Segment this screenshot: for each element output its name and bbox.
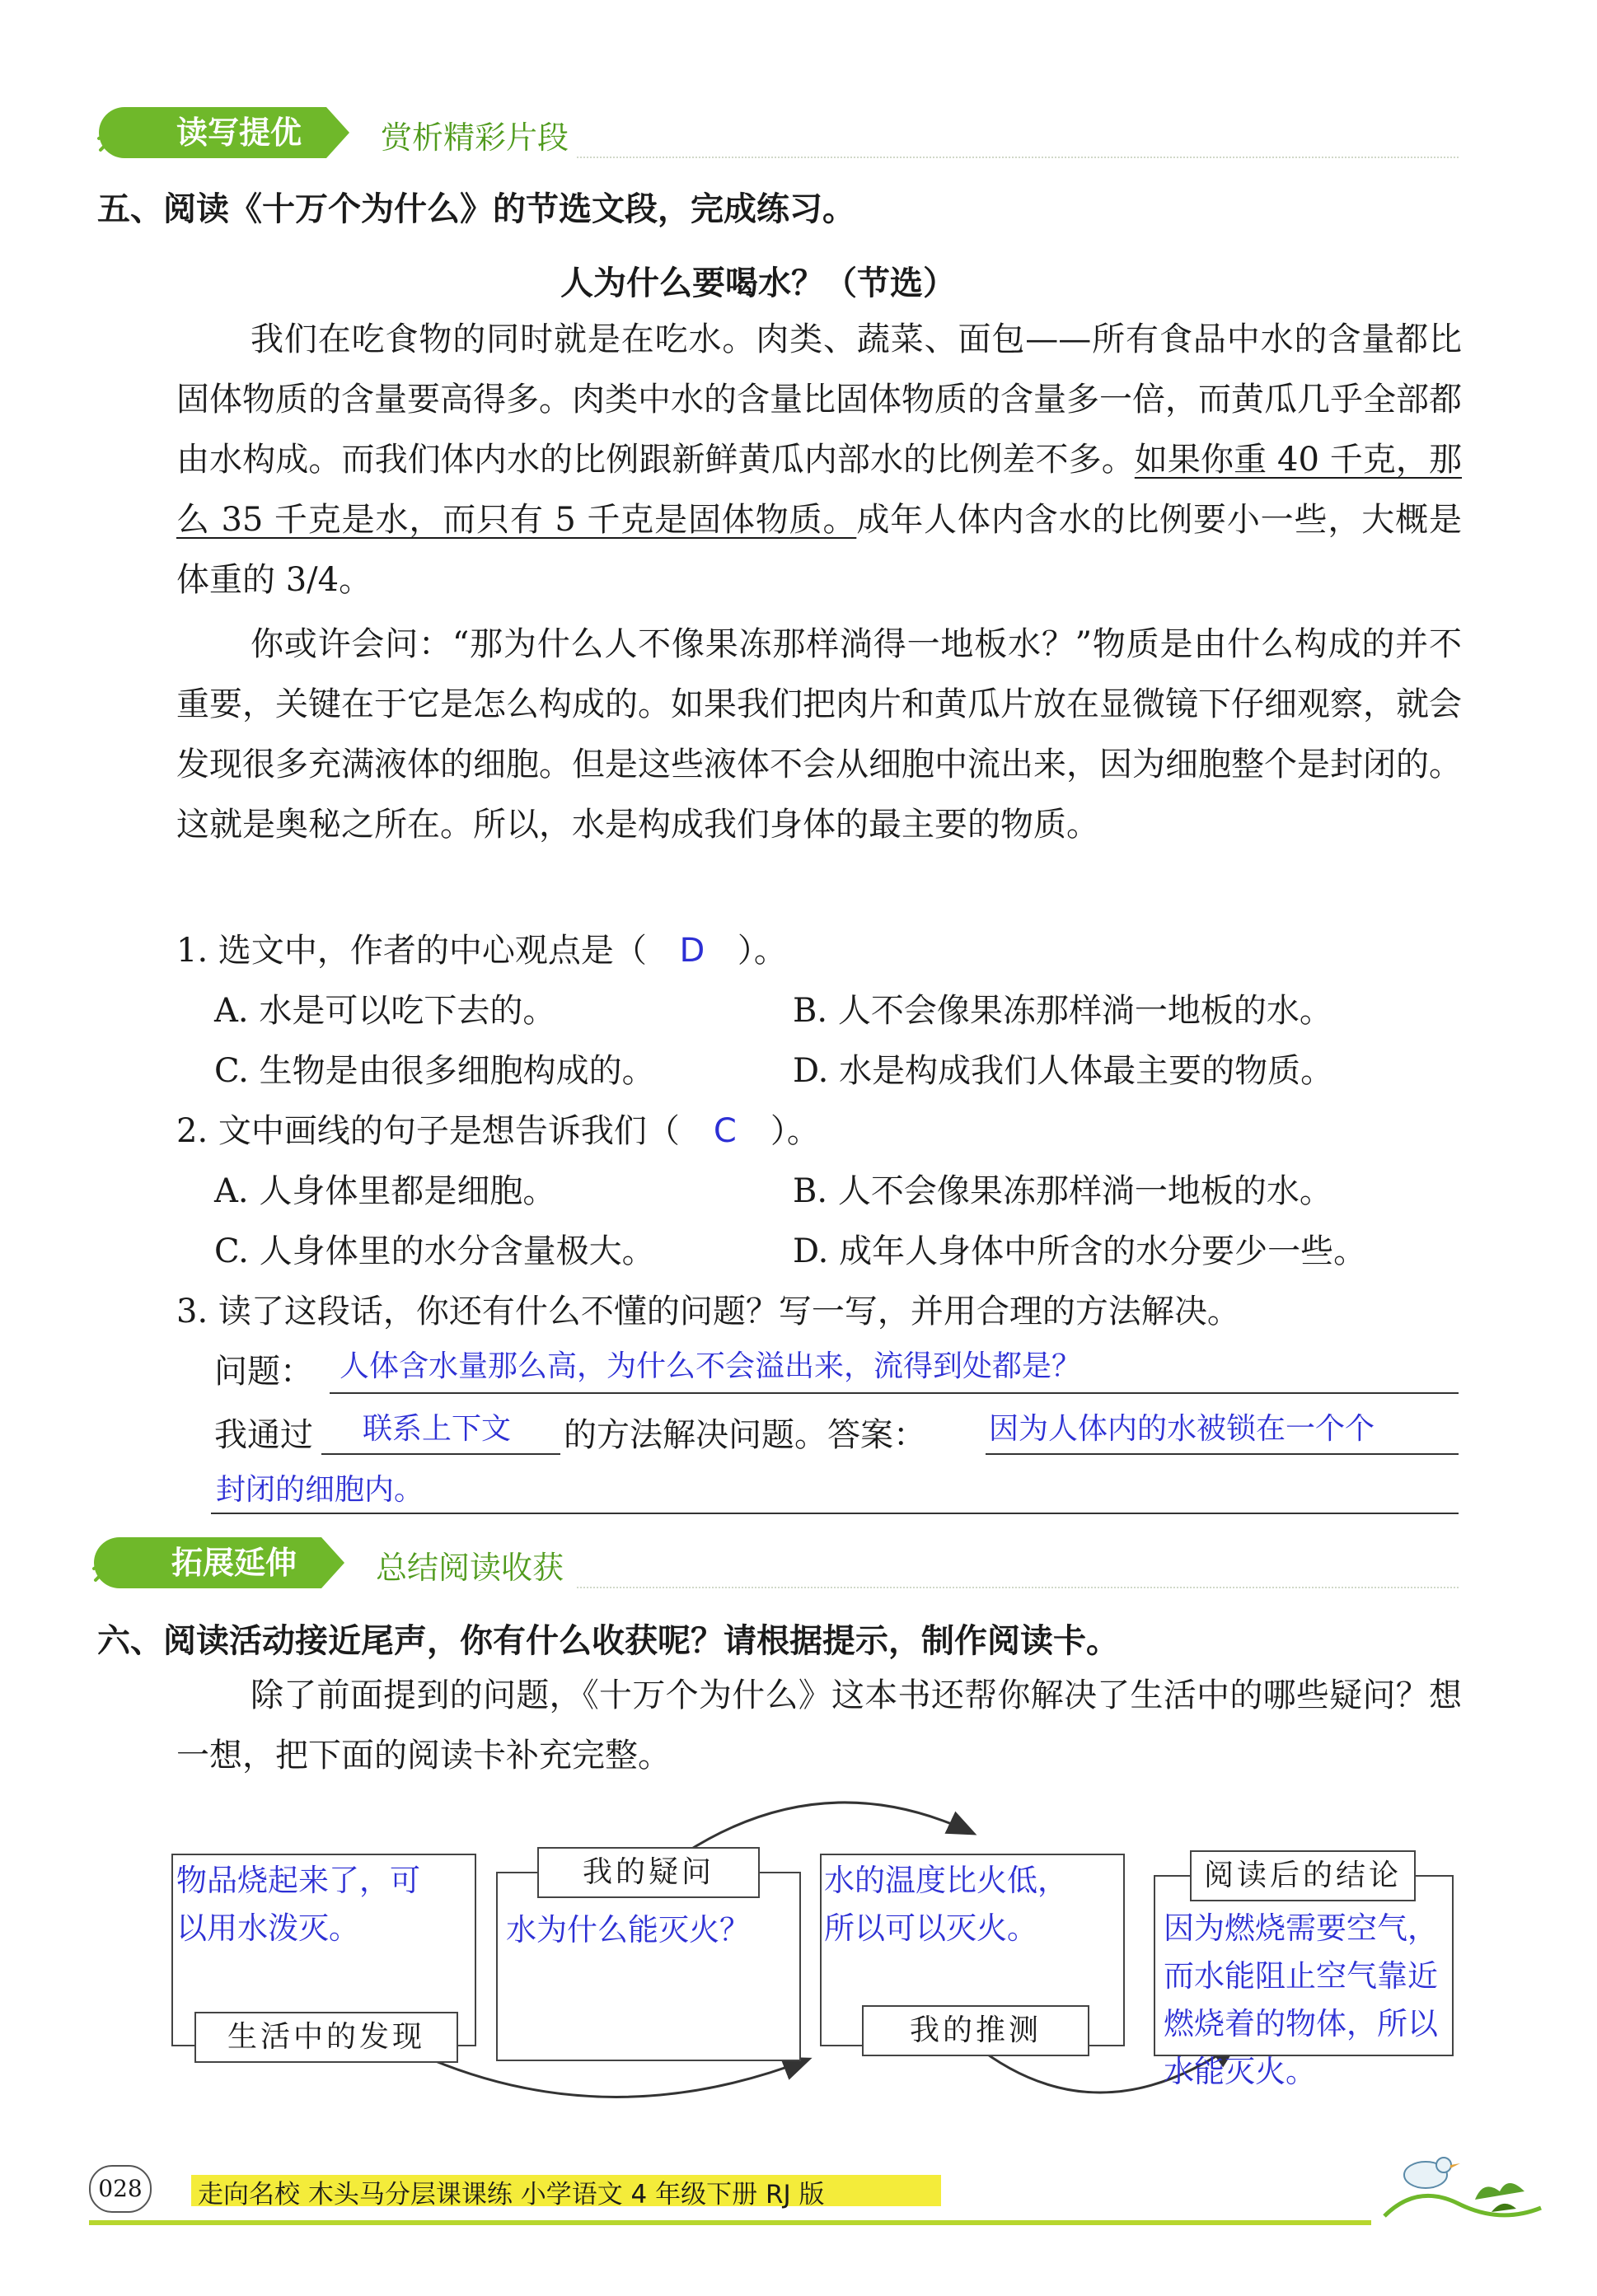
card-my-question (496, 1872, 801, 2061)
passage-text: 你或许会问：“那为什么人不像果冻那样淌得一地板水？”物质是由什么构成的并不重要，关键在于它是怎么构成的。如果我们把肉片和黄瓜片放在显微镜下仔细观察，就会发现很多充满液体的细胞。但是这些液体不会从细胞中流出来，因为细胞整个是封闭的。这就是奥秘之所在。所以，水是构成我们身体的最主要的物质。 (176, 625, 1462, 844)
answer-choice: C (713, 1112, 737, 1150)
option-b: B. 人不会像果冻那样淌一地板的水。 (793, 992, 1332, 1030)
section-badge-reading (99, 107, 326, 158)
card-text: 因为燃烧需要空气， (1164, 1910, 1438, 1946)
card-text: 水的温度比火低， (824, 1863, 1068, 1898)
page-number: 028 (89, 2165, 152, 2213)
card-text: 水能灭火。 (1164, 2054, 1316, 2089)
option-a: A. 人身体里都是细胞。 (214, 1172, 556, 1210)
handwritten-answer: 封闭的细胞内。 (216, 1473, 424, 1507)
answer-line (211, 1513, 1459, 1514)
method-suffix: 的方法解决问题。答案： (564, 1416, 926, 1454)
card-label: 我的疑问 (537, 1847, 760, 1898)
answer-line (330, 1392, 1459, 1394)
card-label: 生活中的发现 (194, 2012, 458, 2063)
question-title: 五、阅读《十万个为什么》的节选文段，完成练习。 (97, 190, 855, 228)
passage-text: 我们在吃食物的同时就是在吃水。肉类、蔬菜、面包——所有食品中水的含量都比固体物质的含量要高得多。肉类中水的含量比固体物质的含量多一倍，而黄瓜几乎全部都由水构成。而我们体内水的比例跟新鲜黄瓜内部水的比例差不多。 (176, 320, 1462, 479)
option-c: C. 人身体里的水分含量极大。 (214, 1232, 655, 1270)
answer-choice: D (679, 932, 705, 970)
card-text: 而水能阻止空气靠近 (1164, 1958, 1438, 1994)
handwritten-answer: 因为人体内的水被锁在一个个 (989, 1412, 1375, 1446)
card-text: 燃烧着的物体，所以 (1164, 2006, 1438, 2041)
section-badge-label: 读写提优 (176, 115, 302, 151)
question-intro: 除了前面提到的问题，《十万个为什么》这本书还帮你解决了生活中的哪些疑问？想一想，把下面的阅读卡补充完整。 (176, 1676, 1462, 1775)
handwritten-question: 人体含水量那么高，为什么不会溢出来，流得到处都是？ (340, 1349, 1082, 1383)
section-subtitle: 总结阅读收获 (376, 1550, 564, 1586)
answer-line (321, 1453, 560, 1455)
section-subtitle: 赏析精彩片段 (381, 119, 569, 156)
card-label: 阅读后的结论 (1190, 1850, 1416, 1901)
bird-decoration-icon (1368, 2125, 1549, 2233)
underlined-sentence: 如果你重 40 千克，那么 35 千克是水，而只有 5 千克是固体物质。 (176, 441, 1463, 539)
footer-rule (89, 2220, 1371, 2225)
divider (577, 1587, 1459, 1588)
handwritten-method: 联系上下文 (363, 1412, 512, 1446)
card-text: 所以可以灭火。 (824, 1910, 1037, 1946)
section-badge-extension (94, 1537, 321, 1588)
passage-paragraph (176, 310, 1462, 610)
option-a: A. 水是可以吃下去的。 (214, 992, 556, 1030)
question-title: 六、阅读活动接近尾声，你有什么收获呢？请根据提示，制作阅读卡。 (97, 1622, 1119, 1660)
option-d: D. 成年人身体中所含的水分要少一些。 (793, 1232, 1367, 1270)
card-text: 物品烧起来了，可 (176, 1863, 420, 1898)
section-badge-label: 拓展延伸 (171, 1545, 297, 1581)
question-label: 问题： (214, 1353, 313, 1391)
method-prefix: 我通过 (214, 1416, 313, 1454)
option-d: D. 水是构成我们人体最主要的物质。 (793, 1052, 1334, 1090)
question-stem: 2. 文中画线的句子是想告诉我们（ C ）。 (176, 1112, 820, 1150)
card-text: 水为什么能灭火？ (506, 1912, 750, 1948)
card-text: 以用水泼灭。 (176, 1910, 359, 1946)
footer-book-title: 走向名校 木头马分层课课练 小学语文 4 年级下册 RJ 版 (198, 2180, 825, 2209)
answer-line (986, 1453, 1459, 1455)
card-label: 我的推测 (862, 2005, 1089, 2056)
passage-title: 人为什么要喝水？（节选） (560, 264, 956, 302)
divider (577, 157, 1459, 158)
passage-text: 成年人体内含水的比例要小一些，大概是体重的 3/4。 (176, 501, 1462, 599)
option-b: B. 人不会像果冻那样淌一地板的水。 (793, 1172, 1332, 1210)
question-stem: 3. 读了这段话，你还有什么不懂的问题？写一写，并用合理的方法解决。 (176, 1293, 1240, 1330)
passage-paragraph (176, 615, 1462, 855)
option-c: C. 生物是由很多细胞构成的。 (214, 1052, 655, 1090)
question-stem: 1. 选文中，作者的中心观点是（ D ）。 (176, 932, 787, 970)
